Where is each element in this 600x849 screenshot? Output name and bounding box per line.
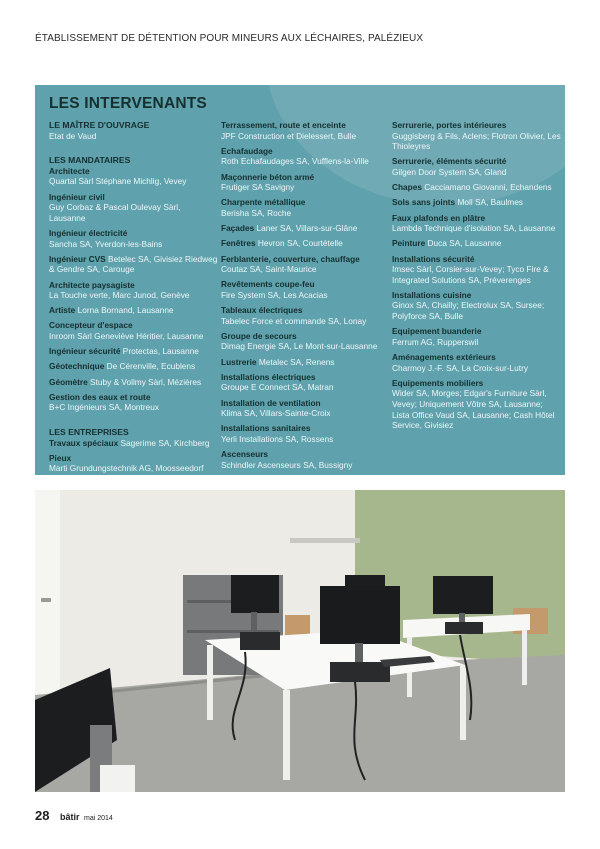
credit-label: Sols sans joints: [392, 197, 456, 208]
credit-value: Protectas, Lausanne: [122, 346, 199, 357]
credit-value: Betelec SA, Givisiez Riedweg & Gendre SA, Carouge: [49, 253, 218, 275]
credit-label: Maçonnerie béton armé: [221, 171, 315, 182]
credit-value: Fire System SA, Les Acacias: [221, 289, 328, 300]
credits-column-2: [221, 120, 391, 470]
credit-value: JPF Construction et Dielessert, Bulle: [221, 130, 357, 141]
credit-label: Installations cuisine: [392, 289, 472, 300]
credit-label: Serrurerie, portes intérieures: [392, 120, 507, 130]
entreprises-heading: LES ENTREPRISES: [49, 427, 129, 437]
credit-label: Fenêtres: [221, 238, 256, 249]
credit-entry: [221, 238, 391, 249]
credit-label: Equipements mobiliers: [392, 377, 484, 388]
credit-label: Ferblanterie, couverture, chauffage: [221, 253, 360, 264]
credit-label: Chapes: [392, 182, 422, 193]
credit-value: De Cérenville, Ecublens: [106, 361, 196, 372]
credit-entry: [49, 392, 219, 413]
credit-label: Architecte: [49, 165, 90, 176]
credit-entry: [392, 378, 562, 431]
credit-label: Echafaudage: [221, 145, 273, 156]
credit-entry: [49, 438, 219, 449]
credit-label: Tableaux électriques: [221, 305, 303, 316]
credit-entry: [392, 197, 562, 208]
credit-value: Duca SA, Lausanne: [427, 238, 502, 249]
credit-value: Groupe E Connect SA, Matran: [221, 382, 334, 393]
entreprises-list: [49, 438, 219, 474]
credit-entry: [392, 120, 562, 152]
owner-heading: LE MAÎTRE D'OUVRAGE: [49, 120, 150, 130]
credit-label: Travaux spéciaux: [49, 437, 119, 448]
credit-value: Imsec Sàrl, Corsier-sur-Vevey; Tyco Fire & Integrated Solutions SA, Préverenges: [392, 264, 549, 285]
classroom-photo: [35, 490, 565, 792]
credit-label: Géomètre: [49, 376, 88, 387]
credit-value: Stuby & Vollmy Sàrl, Mézières: [90, 376, 202, 387]
credit-value: Klima SA, Villars-Sainte-Croix: [221, 408, 331, 419]
page-footer: [35, 808, 113, 823]
credit-label: Gestion des eaux et route: [49, 391, 151, 402]
credit-label: Lustrerie: [221, 356, 257, 367]
credit-label: Ascenseurs: [221, 449, 269, 460]
credit-entry: [221, 279, 391, 300]
credit-value: Berisha SA, Roche: [221, 207, 292, 218]
panel-title: LES INTERVENANTS: [49, 95, 207, 112]
credit-entry: [49, 228, 219, 249]
credit-entry: [221, 223, 391, 234]
credit-label: Charpente métallique: [221, 197, 306, 208]
credit-value: La Touche verte, Marc Junod, Genève: [49, 290, 190, 301]
credit-entry: [49, 305, 219, 316]
credit-entry: [392, 213, 562, 234]
credit-entry: [392, 254, 562, 286]
credit-value: Ginox SA, Chailly; Electrolux SA, Sursee; Polyforce SA, Bulle: [392, 300, 545, 322]
credits-panel: [35, 85, 565, 475]
credit-entry: [221, 423, 391, 444]
credit-entry: [49, 453, 219, 474]
credit-entry: [49, 192, 219, 224]
credit-entry: [49, 377, 219, 388]
credit-label: Peinture: [392, 238, 426, 249]
credit-value: Moll SA, Baulmes: [457, 197, 523, 208]
credit-entry: [221, 331, 391, 352]
credit-entry: [392, 326, 562, 347]
credit-entry: [221, 372, 391, 393]
magazine-name: bâtir: [59, 812, 80, 822]
credit-entry: [49, 254, 219, 275]
credit-entry: [221, 172, 391, 193]
credit-entry: [221, 120, 391, 141]
classroom-illustration: [35, 490, 565, 792]
credit-value: Cacciamano Giovanni, Echandens: [424, 182, 552, 193]
credit-entry: [392, 238, 562, 249]
mandataires-list: [49, 166, 219, 413]
credit-label: Géotechnique: [49, 361, 105, 372]
credit-label: Faux plafonds en plâtre: [392, 212, 486, 223]
credit-label: Installation de ventilation: [221, 397, 321, 408]
page-number: 28: [35, 808, 50, 823]
credit-entry: [392, 156, 562, 177]
issue-date: mai 2014: [84, 815, 113, 822]
credit-label: Architecte paysagiste: [49, 279, 135, 290]
credit-label: Aménagements extérieurs: [392, 352, 496, 363]
credit-label: Installations sanitaires: [221, 423, 311, 434]
credit-label: Ingénieur CVS: [49, 253, 106, 264]
credit-value: Charmoy J.-F. SA, La Croix-sur-Lutry: [392, 362, 529, 373]
page-header: ÉTABLISSEMENT DE DÉTENTION POUR MINEURS AUX LÉCHAIRES, PALÉZIEUX: [35, 33, 424, 44]
credit-value: Yerli Installations SA, Rossens: [221, 433, 334, 444]
credits-column-3: [392, 120, 562, 431]
credit-label: Serrurerie, éléments sécurité: [392, 156, 507, 167]
credit-value: Metalec SA, Renens: [258, 356, 335, 367]
credits-column-1: [49, 120, 219, 474]
credit-value: Sagerime SA, Kirchberg: [120, 437, 210, 448]
credit-entry: [221, 197, 391, 218]
credit-label: Pieux: [49, 452, 72, 463]
credit-label: Façades: [221, 223, 255, 234]
credit-label: Installations sécurité: [392, 253, 475, 264]
credit-label: Ingénieur civil: [49, 191, 105, 202]
credit-entry: [221, 146, 391, 167]
credit-value: Dimag Energie SA, Le Mont-sur-Lausanne: [221, 341, 378, 352]
credit-label: Installations électriques: [221, 371, 316, 382]
credit-value: Ferrum AG, Rupperswil: [392, 336, 479, 347]
credit-value: Coutaz SA, Saint-Maurice: [221, 264, 317, 275]
credit-entry: [221, 357, 391, 368]
credit-value: Quartal Sàrl Stéphane Michlig, Vevey: [49, 176, 187, 187]
credit-label: Concepteur d'espace: [49, 320, 133, 331]
credit-value: Hevron SA, Courtételle: [257, 238, 343, 249]
credit-entry: [221, 398, 391, 419]
credit-entry: [49, 320, 219, 341]
credit-value: Marti Grundungstechnik AG, Moosseedorf: [49, 463, 204, 474]
credit-value: Sancha SA, Yverdon-les-Bains: [49, 238, 163, 249]
credit-entry: [392, 352, 562, 373]
credit-label: Ingénieur électricité: [49, 227, 128, 238]
credit-entry: [221, 305, 391, 326]
credit-value: Inroom Sàrl Geneviève Héritier, Lausanne: [49, 331, 204, 342]
credit-entry: [221, 254, 391, 275]
credit-label: Ingénieur sécurité: [49, 346, 121, 357]
credit-label: Equipement buanderie: [392, 326, 482, 337]
credit-entry: [49, 361, 219, 372]
credit-label: Groupe de secours: [221, 330, 297, 341]
credit-value: Lorna Bornand, Lausanne: [77, 305, 174, 316]
mandataires-heading: LES MANDATAIRES: [49, 155, 131, 166]
credit-value: Tabelec Force et commande SA, Lonay: [221, 315, 367, 326]
credit-entry: [221, 449, 391, 470]
credit-entry: [49, 166, 219, 187]
credit-value: Wider SA, Morges; Edgar's Furniture Sàrl, Vevey; Uniquement Vôtre SA, Lausanne; Lista Office Vaud SA, Lausanne; Cash Hôtel Service, Givisiez: [392, 388, 555, 431]
credit-value: Laner SA, Villars-sur-Glâne: [256, 223, 358, 234]
credit-entry: [49, 346, 219, 357]
credit-value: Guggisberg & Fils, Aclens; Flotron Olivier, Les Thioleyres: [392, 130, 561, 152]
credit-value: Gilgen Door System SA, Gland: [392, 166, 507, 177]
credit-label: Artiste: [49, 305, 76, 316]
credit-entry: [392, 290, 562, 322]
credit-entry: [392, 182, 562, 193]
credit-label: Revêtements coupe-feu: [221, 279, 315, 290]
credit-value: Lambda Technique d'isolation SA, Lausanne: [392, 223, 556, 234]
credit-value: Frutiger SA Savigny: [221, 182, 295, 193]
owner-value: Etat de Vaud: [49, 130, 97, 141]
credit-label: Terrassement, route et enceinte: [221, 120, 346, 130]
credit-entry: [49, 280, 219, 301]
credit-value: Schindler Ascenseurs SA, Bussigny: [221, 459, 353, 470]
credit-value: Guy Corbaz & Pascal Oulevay Sàrl, Lausanne: [49, 202, 181, 223]
credit-value: Roth Echafaudages SA, Vufflens-la-Ville: [221, 156, 369, 167]
credit-value: B+C Ingénieurs SA, Montreux: [49, 402, 159, 413]
